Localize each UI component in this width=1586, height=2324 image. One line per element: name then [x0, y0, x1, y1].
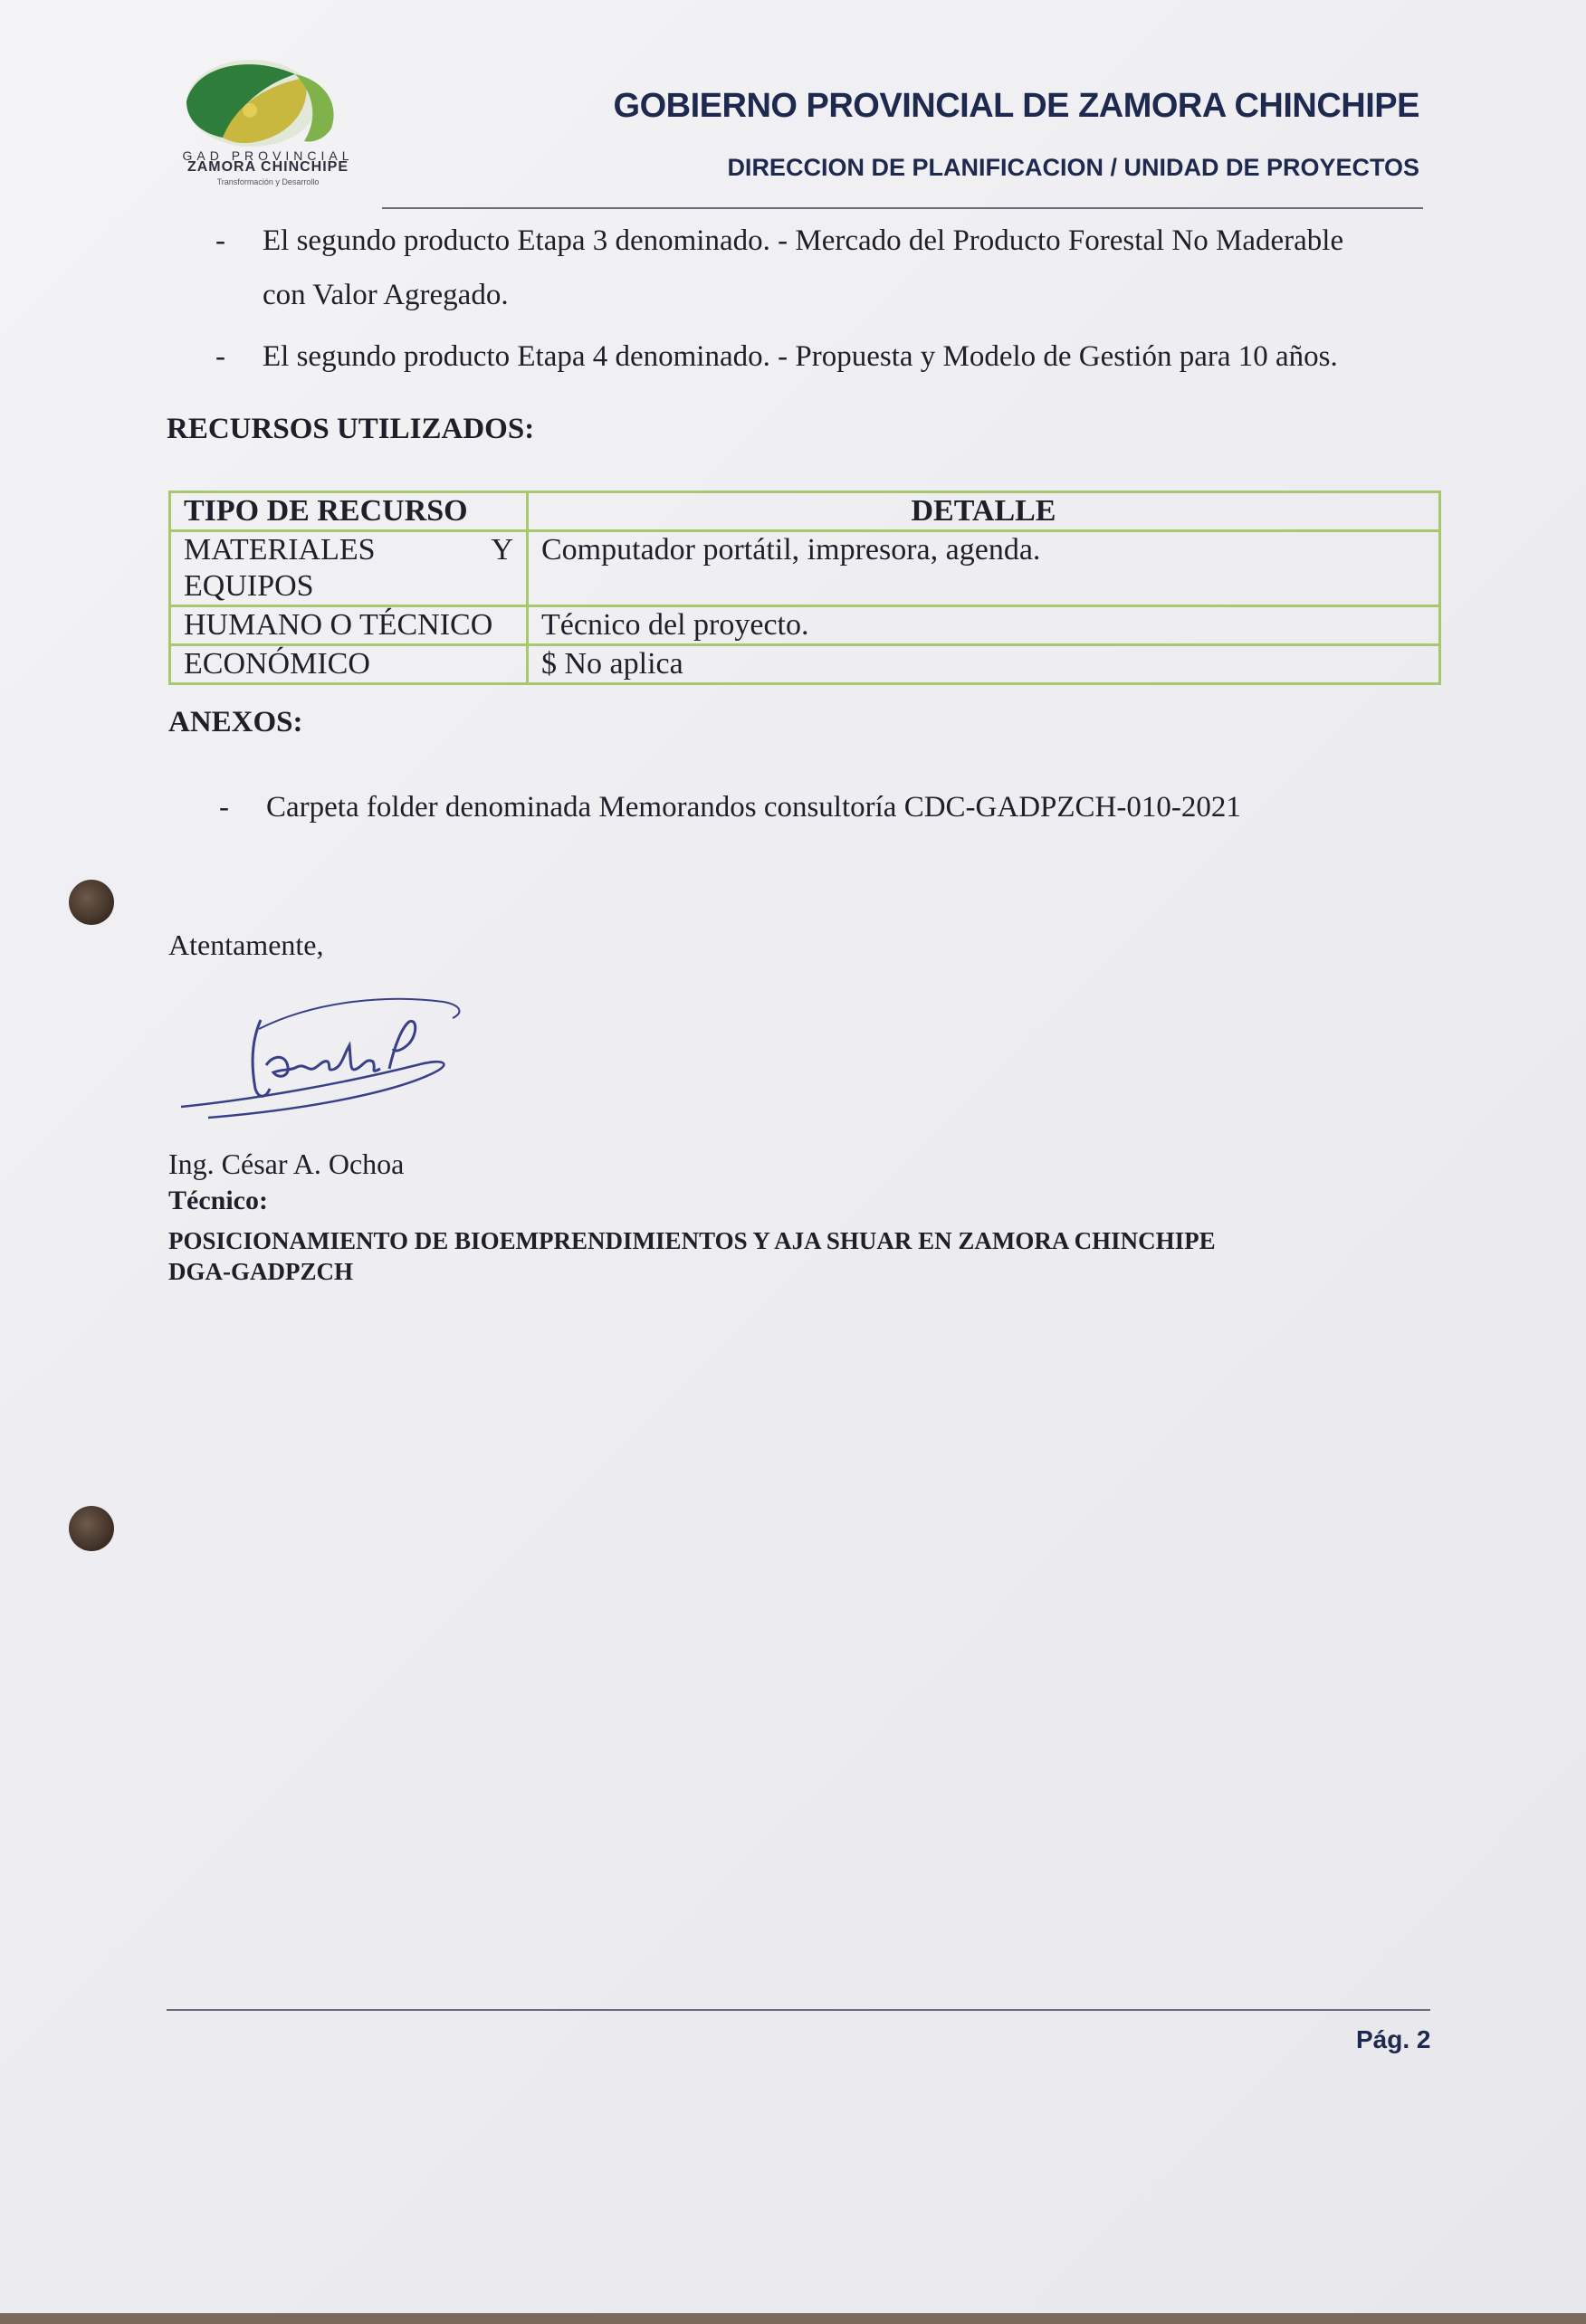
signer-name: Ing. César A. Ochoa: [168, 1148, 405, 1180]
resource-detail-cell: Computador portátil, impresora, agenda.: [528, 531, 1440, 606]
resource-detail-cell: $ No aplica: [528, 645, 1440, 684]
resource-type-part: EQUIPOS: [184, 569, 314, 603]
bullet-dash: -: [215, 224, 225, 257]
resources-table: [168, 491, 1441, 685]
logo-line-slogan: Transformación y Desarrollo: [216, 177, 320, 186]
project-name: POSICIONAMIENTO DE BIOEMPRENDIMIENTOS Y AJA SHUAR EN ZAMORA CHINCHIPE: [168, 1227, 1216, 1254]
resources-heading: RECURSOS UTILIZADOS:: [167, 413, 535, 445]
header-type: TIPO DE RECURSO: [170, 492, 528, 531]
table-row: [170, 606, 1440, 645]
department-unit: DGA-GADPZCH: [168, 1258, 353, 1285]
logo-line-gad: GAD PROVINCIAL: [182, 148, 354, 163]
gad-logo: [168, 47, 368, 201]
annex-item-text: Carpeta folder denominada Memorandos consultoría CDC-GADPZCH-010-2021: [266, 791, 1241, 824]
product-item-stage3-line2: con Valor Agregado.: [263, 279, 509, 311]
resource-type-part: Y: [491, 533, 513, 567]
resource-type-cell: ECONÓMICO: [170, 645, 528, 684]
signer-role: Técnico:: [168, 1186, 268, 1215]
org-subtitle: DIRECCION DE PLANIFICACION / UNIDAD DE PROYECTOS: [727, 154, 1419, 181]
header-divider: [382, 207, 1423, 209]
product-item-stage4-text: El segundo producto Etapa 4 denominado. - Propuesta y Modelo de Gestión para 10 años.: [263, 340, 1338, 373]
product-item-stage3-line1: El segundo producto Etapa 3 denominado. - Mercado del Producto Forestal No Maderable: [263, 224, 1344, 257]
resource-detail-cell: Técnico del proyecto.: [528, 606, 1440, 645]
footer-divider: [167, 2009, 1430, 2011]
punch-hole: [69, 880, 114, 925]
header-detail: DETALLE: [528, 492, 1440, 531]
punch-hole: [69, 1506, 114, 1551]
product-item-stage3: [215, 214, 1439, 322]
page-edge-shadow: [0, 2313, 1586, 2324]
product-item-stage4: [215, 329, 1439, 384]
logo-leaf-icon: [168, 47, 368, 151]
signature-image: [172, 982, 498, 1145]
table-row: [170, 645, 1440, 684]
page-number: Pág. 2: [1356, 2025, 1431, 2053]
resource-type-cell: HUMANO O TÉCNICO: [170, 606, 528, 645]
table-header-row: [170, 492, 1440, 531]
resource-type-cell: [170, 531, 528, 606]
org-title: GOBIERNO PROVINCIAL DE ZAMORA CHINCHIPE: [613, 87, 1419, 125]
table-row: [170, 531, 1440, 606]
salutation: Atentamente,: [168, 929, 324, 961]
annexes-heading: ANEXOS:: [168, 706, 303, 738]
resource-type-part: MATERIALES: [184, 533, 376, 567]
annex-item: [219, 780, 1443, 834]
bullet-dash: -: [219, 791, 229, 824]
bullet-dash: -: [215, 340, 225, 373]
logo-line-province: ZAMORA CHINCHIPE: [186, 159, 349, 175]
